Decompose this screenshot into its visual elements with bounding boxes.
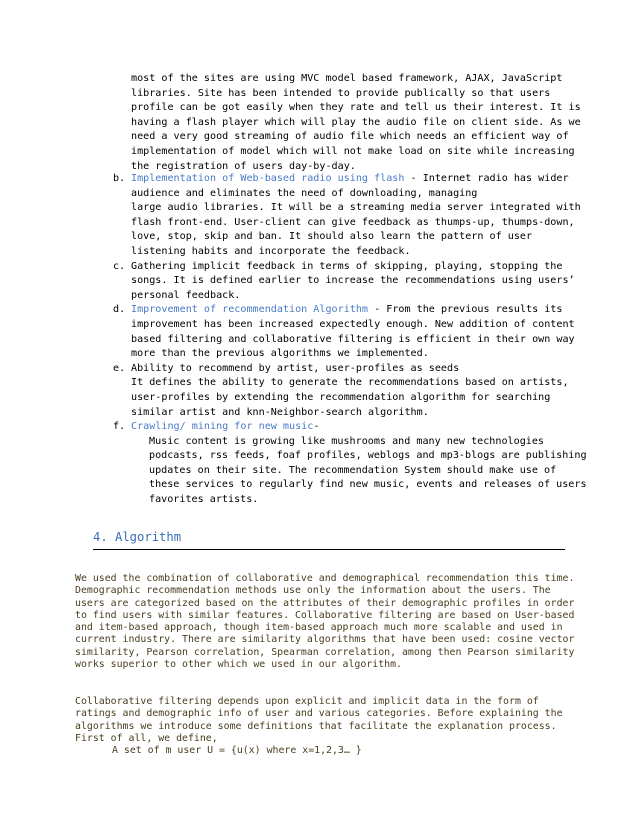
text-line: flash front-end. User-client can give feedback as thumps-up, thumps-down, <box>131 216 575 228</box>
definition-line: A set of m user U = {u(x) where x=1,2,3… } <box>112 745 362 757</box>
algorithm-paragraph-1 <box>75 573 575 671</box>
item-title: Crawling/ mining for new music <box>131 421 314 433</box>
list-marker: d. <box>113 304 126 316</box>
text-line: Music content is growing like mushrooms and many new technologies <box>149 435 545 447</box>
text-line: profile can be got easily when they rate and tell us their interest. It is <box>131 102 581 114</box>
text-line: podcasts, rss feeds, foaf profiles, weblogs and mp3-blogs are publishing <box>149 450 587 462</box>
text-line: First of all, we define, <box>75 732 218 744</box>
text-line: We used the combination of collaborative and demographical recommendation this time. <box>75 573 575 584</box>
list-item-b <box>113 172 583 260</box>
text-line: the registration of users day-by-day. <box>131 160 356 172</box>
text-line: having a flash player which will play the audio file on client side. As we <box>131 116 581 128</box>
text-line: libraries. Site has been intended to provide publically so that users <box>131 87 551 99</box>
text-line: based filtering and collaborative filtering is efficient in their own way <box>131 333 575 345</box>
text-line: current industry. There are similarity algorithms that have been used: cosine vector <box>75 634 575 646</box>
list-item-e <box>113 362 583 420</box>
text-line: implementation of model which will not make load on site while increasing <box>131 145 575 157</box>
text-line: similar artist and knn-Neighbor-search algorithm. <box>131 406 429 418</box>
continuation-paragraph <box>131 72 581 174</box>
text-line: need a very good streaming of audio file which needs an efficient way of <box>131 131 569 143</box>
list-marker: e. <box>113 362 126 374</box>
list-item-c <box>113 260 583 304</box>
text-line: these services to regularly find new music, events and releases of users <box>149 479 587 491</box>
text-line: algorithms we introduce some definitions that facilitate the explanation process. <box>75 720 557 732</box>
text-line: more than the previous algorithms we implemented. <box>131 348 429 360</box>
list-marker: b. <box>113 173 126 184</box>
text-line: ratings and demographic info of user and various categories. Before explaining the <box>75 708 563 720</box>
text-line: and item-based approach, though item-based approach much more scalable and used in <box>75 622 563 634</box>
text-line: Demographic recommendation methods use only the information about the users. The <box>75 585 551 597</box>
list-marker: f. <box>113 421 126 433</box>
text-line: users are categorized based on the attributes of their demographic profiles in order <box>75 597 575 609</box>
heading-underline <box>93 549 565 550</box>
text-line <box>131 172 583 187</box>
text-line: Collaborative filtering depends upon explicit and implicit data in the form of <box>75 696 539 707</box>
text-line: user-profiles by extending the recommendation algorithm for searching <box>131 391 551 403</box>
text-line: similarity, Pearson correlation, Spearman correlation, among then Pearson similarity <box>75 646 575 658</box>
text-line: updates on their site. The recommendation System should make use of <box>149 464 557 476</box>
section-heading: 4. Algorithm <box>93 530 182 544</box>
text-line: favorites artists. <box>149 494 259 506</box>
text-line <box>131 420 583 435</box>
text-line: improvement has been increased expectedly enough. New addition of content <box>131 318 575 330</box>
list-marker: c. <box>113 260 126 272</box>
text-line: audience and eliminates the need of downloading, managing <box>131 187 478 199</box>
item-title-suffix: - From the previous results its <box>368 304 563 316</box>
item-title: Implementation of Web-based radio using flash <box>131 173 405 184</box>
list-item-d <box>113 303 583 361</box>
item-title-suffix: - <box>313 421 320 433</box>
feature-list <box>113 172 587 508</box>
text-line <box>131 303 583 318</box>
text-line: listening habits and incorporate the feedback. <box>131 245 411 257</box>
text-line: Gathering implicit feedback in terms of skipping, playing, stopping the <box>131 260 563 272</box>
algorithm-paragraph-2 <box>75 696 565 757</box>
item-title: Improvement of recommendation Algorithm <box>131 304 369 316</box>
text-line: songs. It is defined earlier to increase the recommendations using users’ <box>131 275 575 287</box>
text-line: most of the sites are using MVC model based framework, AJAX, JavaScript <box>131 73 563 84</box>
text-line: large audio libraries. It will be a streaming media server integrated with <box>131 202 581 214</box>
text-line: Ability to recommend by artist, user-profiles as seeds <box>131 362 460 374</box>
text-line: personal feedback. <box>131 289 241 301</box>
text-line: It defines the ability to generate the recommendations based on artists, <box>131 377 569 389</box>
text-line: to find users with similar features. Collaborative filtering are based on User-based <box>75 609 575 621</box>
item-title-suffix: - Internet radio has wider <box>404 173 569 184</box>
list-item-f <box>113 420 587 508</box>
text-line: works superior to other which we used in our algorithm. <box>75 659 402 671</box>
text-line: love, stop, skip and ban. It should also learn the pattern of user <box>131 231 533 243</box>
